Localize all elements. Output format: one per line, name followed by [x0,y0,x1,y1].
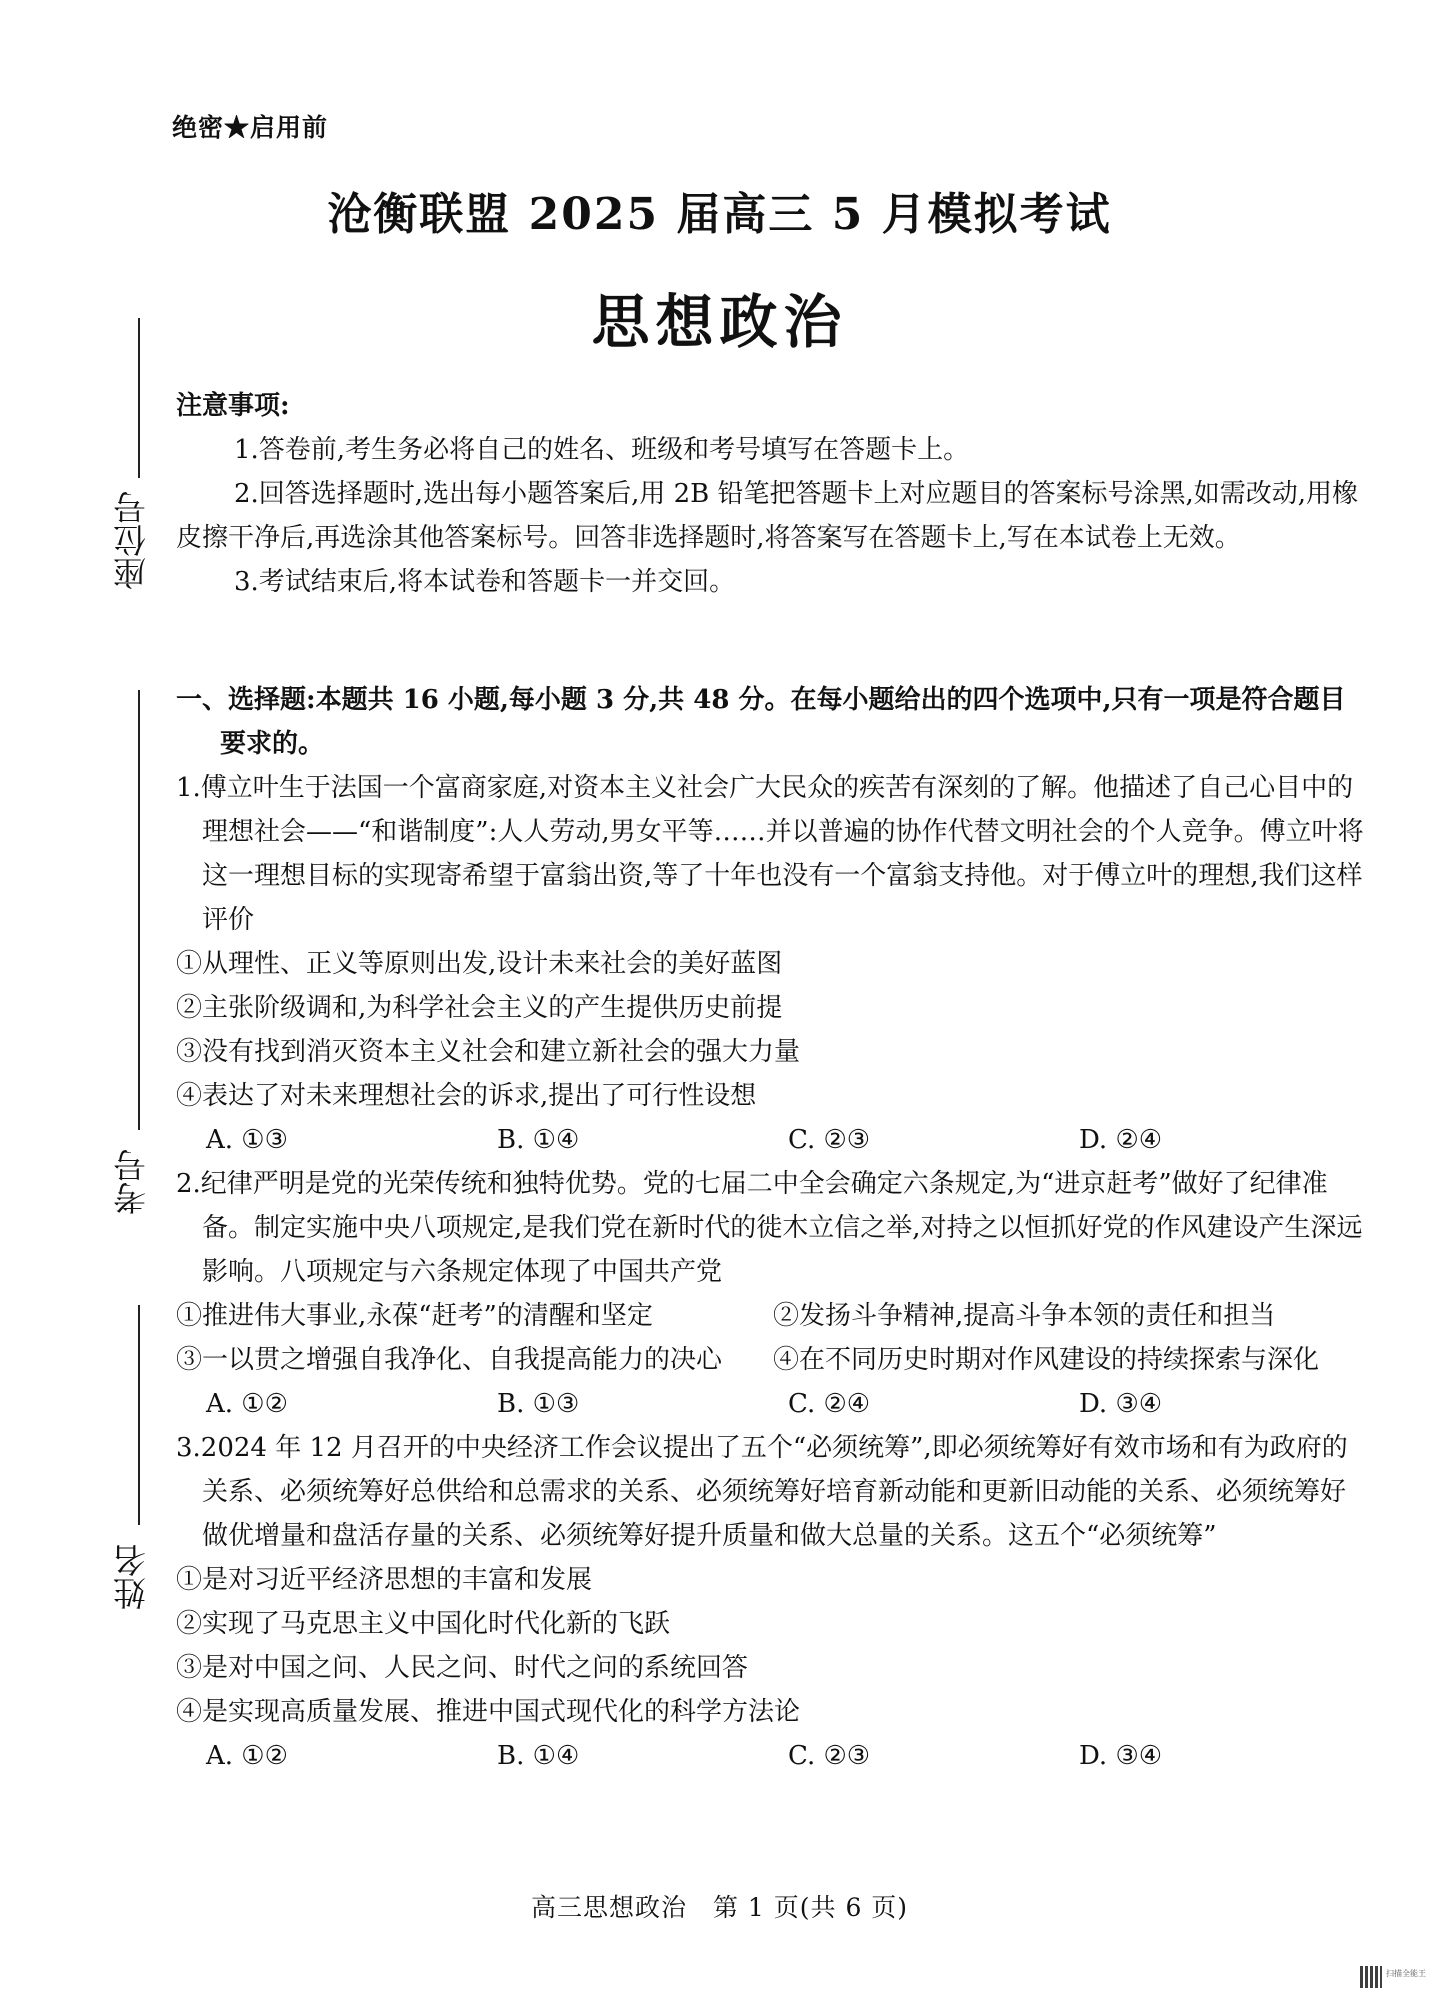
exam-no-line [138,690,140,1130]
choice-c[interactable]: C. ②④ [788,1389,871,1419]
page-footer: 高三思想政治 第 1 页(共 6 页) [530,1893,909,1922]
choice-c[interactable]: C. ②③ [788,1741,871,1771]
choice-d[interactable]: D. ③④ [1079,1389,1163,1419]
subject-title: 思想政治 [591,288,848,356]
answer-choices [176,1382,1370,1426]
choice-d[interactable]: D. ②④ [1079,1125,1163,1155]
exam-title: 沧衡联盟 2025 届高三 5 月模拟考试 [327,189,1112,240]
statement-option: ②发扬斗争精神,提高斗争本领的责任和担当 [773,1301,1276,1331]
section-1 [176,678,1370,1778]
section-heading: 一、选择题:本题共 16 小题,每小题 3 分,共 48 分。在每小题给出的四个选项中,只有一项是符合题目要求的。 [176,685,1346,759]
choice-a[interactable]: A. ①② [206,1389,288,1419]
statement-option: ②实现了马克思主义中国化时代化新的飞跃 [176,1609,671,1639]
choice-b[interactable]: B. ①④ [497,1741,580,1771]
exam-no-label: 考号 [112,1149,151,1215]
statement-row [176,1338,1370,1382]
choice-b[interactable]: B. ①③ [497,1389,580,1419]
notice-item: 1.答卷前,考生务必将自己的姓名、班级和考号填写在答题卡上。 [234,435,970,465]
answer-choices [176,1734,1370,1778]
question-stem: 2.纪律严明是党的光荣传统和独特优势。党的七届二中全会确定六条规定,为“进京赶考”做好了纪律准备。制定实施中央八项规定,是我们党在新时代的徙木立信之举,对持之以恒抓好党的作风建设产生深远影响。八项规定与六条规定体现了中国共产党 [176,1169,1363,1287]
statement-option: ①从理性、正义等原则出发,设计未来社会的美好蓝图 [176,949,783,979]
choice-a[interactable]: A. ①③ [206,1125,288,1155]
confidential-mark: 绝密★启用前 [172,113,329,142]
notice-title: 注意事项: [176,391,290,421]
qr-code-icon [1360,1966,1382,1988]
statement-row [176,1294,1370,1338]
statement-option: ④在不同历史时期对作风建设的持续探索与深化 [773,1345,1320,1375]
choice-c[interactable]: C. ②③ [788,1125,871,1155]
question-1 [176,766,1370,1162]
question-2 [176,1162,1370,1426]
statement-option: ④是实现高质量发展、推进中国式现代化的科学方法论 [176,1697,801,1727]
seat-label: 座位号 [112,491,151,590]
question-stem: 1.傅立叶生于法国一个富商家庭,对资本主义社会广大民众的疾苦有深刻的了解。他描述了自己心目中的理想社会——“和谐制度”:人人劳动,男女平等……并以普遍的协作代替文明社会的个人竞争。傅立叶将这一理想目标的实现寄希望于富翁出资,等了十年也没有一个富翁支持他。对于傅立叶的理想,我们这样评价 [176,773,1364,935]
choice-d[interactable]: D. ③④ [1079,1741,1163,1771]
seat-line [138,318,140,478]
answer-choices [176,1118,1370,1162]
statement-option: ③是对中国之问、人民之问、时代之问的系统回答 [176,1653,749,1683]
question-stem: 3.2024 年 12 月召开的中央经济工作会议提出了五个“必须统筹”,即必须统筹好有效市场和有为政府的关系、必须统筹好总供给和总需求的关系、必须统筹好培育新动能和更新旧动能的关系、必须统筹好做优增量和盘活存量的关系、必须统筹好提升质量和做大总量的关系。这五个“必须统筹” [176,1433,1348,1551]
statement-option: ④表达了对未来理想社会的诉求,提出了可行性设想 [176,1081,757,1111]
statement-option: ②主张阶级调和,为科学社会主义的产生提供历史前提 [176,993,783,1023]
name-label: 姓名 [112,1544,151,1610]
notice-item: 3.考试结束后,将本试卷和答题卡一并交回。 [234,567,736,597]
notice-item: 2.回答选择题时,选出每小题答案后,用 2B 铅笔把答题卡上对应题目的答案标号涂黑,如需改动,用橡皮擦干净后,再选涂其他答案标号。回答非选择题时,将答案写在答题卡上,写在本试卷上无效。 [176,479,1359,553]
choice-b[interactable]: B. ①④ [497,1125,580,1155]
name-line [138,1305,140,1525]
statement-option: ③没有找到消灭资本主义社会和建立新社会的强大力量 [176,1037,801,1067]
scanner-watermark: 扫描全能王 [1386,1969,1426,1978]
question-3 [176,1426,1370,1778]
statement-option: ①推进伟大事业,永葆“赶考”的清醒和坚定 [176,1301,653,1331]
statement-option: ①是对习近平经济思想的丰富和发展 [176,1565,593,1595]
statement-option: ③一以贯之增强自我净化、自我提高能力的决心 [176,1345,723,1375]
choice-a[interactable]: A. ①② [206,1741,288,1771]
notice-block [176,384,1370,604]
